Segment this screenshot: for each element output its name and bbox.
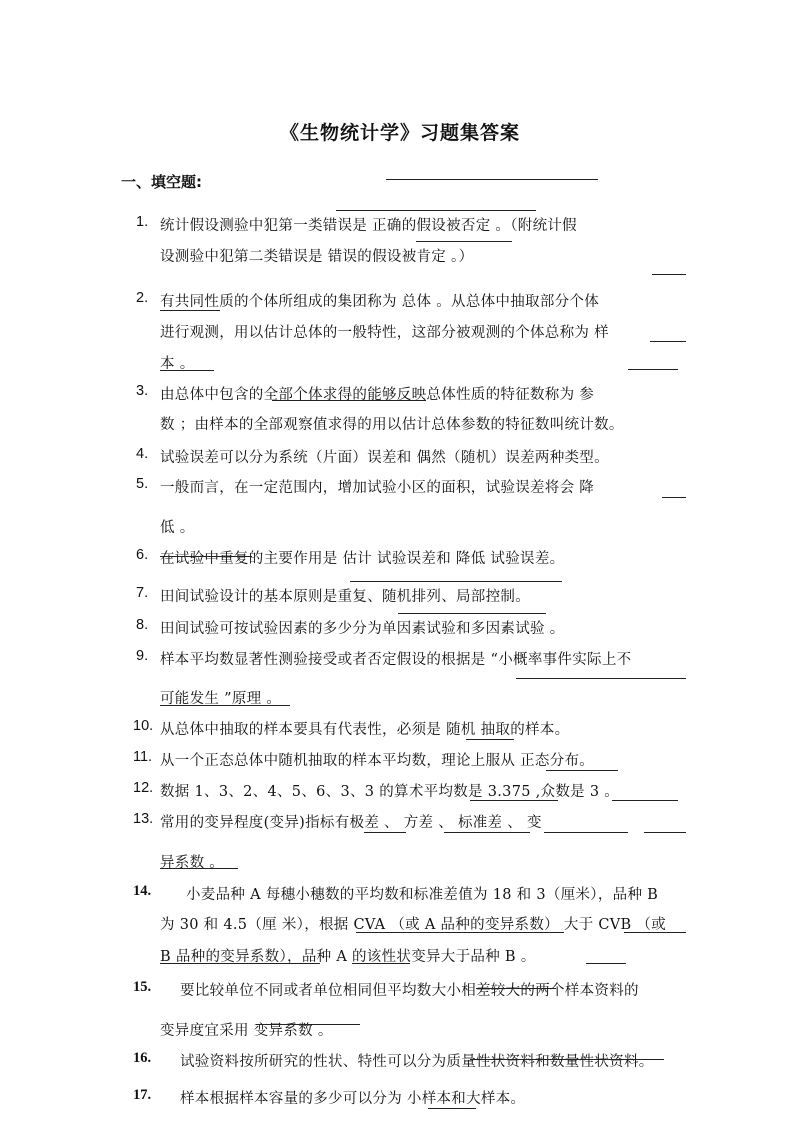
answer-underline — [160, 705, 290, 706]
answer-underline — [160, 310, 220, 311]
answer-underline — [256, 1024, 360, 1025]
answer-underline — [350, 581, 562, 582]
item-line: 低 。 — [160, 520, 195, 536]
strike-line — [470, 1059, 664, 1060]
item-line: 从总体中抽取的样本要具有代表性，必须是 随机 抽取的样本。 — [160, 722, 570, 738]
item-line: 统计假设测验中犯第一类错误是 正确的假设被否定 。（附统计假 — [160, 218, 577, 234]
answer-underline — [398, 613, 546, 614]
item-number: 6. — [136, 547, 149, 563]
item-number: 4. — [136, 446, 149, 462]
answer-underline — [160, 370, 214, 371]
item-line: 由总体中包含的全部个体求得的能够反映总体性质的特征数称为 参 — [160, 387, 595, 403]
answer-underline — [650, 341, 686, 342]
strike-line — [476, 988, 556, 989]
item-number: 10. — [133, 718, 154, 734]
answer-underline — [586, 963, 626, 964]
answer-underline — [336, 210, 536, 211]
item-line: 为 30 和 4.5（厘 米），根据 CVA （或 A 品种的变异系数） 大于 CVB （或 — [160, 917, 667, 933]
item-number: 3. — [136, 383, 149, 399]
item-line: 进行观测，用以估计总体的一般特性，这部分被观测的个体总称为 样 — [160, 325, 609, 341]
page-title: 《生物统计学》习题集答案 — [279, 122, 520, 144]
item-number: 5. — [136, 476, 149, 492]
item-number: 16. — [133, 1050, 152, 1066]
answer-underline — [160, 868, 238, 869]
item-line: 数据 1、3、2、4、5、6、3、3 的算术平均数是 3.375 ,众数是 3 。 — [160, 784, 620, 800]
item-line: 样本平均数显著性测验接受或者否定假设的根据是 “小概率事件实际上不 — [160, 652, 632, 668]
item-number: 2. — [136, 290, 149, 306]
answer-underline — [444, 832, 530, 833]
item-number: 1. — [136, 214, 149, 230]
item-line: 异系数 。 — [160, 855, 225, 871]
item-line: 样本根据样本容量的多少可以分为 小样本和大样本。 — [180, 1091, 526, 1107]
item-number: 11. — [133, 749, 153, 765]
answer-underline — [652, 274, 686, 275]
item-line: 要比较单位不同或者单位相同但平均数大小相差较大的两个样本资料的 — [180, 983, 639, 999]
strike-line — [160, 556, 252, 557]
answer-underline — [352, 963, 410, 964]
section-heading: 一、填空题: — [121, 173, 202, 191]
answer-underline — [624, 932, 686, 933]
item-line: 小麦品种 A 每穗小穗数的平均数和标准差值为 18 和 3（厘米），品种 B — [186, 887, 659, 903]
answer-underline — [628, 369, 678, 370]
answer-underline — [466, 739, 514, 740]
item-line: 试验资料按所研究的性状、特性可以分为质量性状资料和数量性状资料。 — [180, 1054, 654, 1070]
item-line: 本 。 — [160, 356, 195, 372]
item-line: 田间试验可按试验因素的多少分为单因素试验和多因素试验 。 — [160, 621, 565, 637]
answer-underline — [416, 241, 512, 242]
answer-underline — [364, 832, 406, 833]
item-line: 试验误差可以分为系统（片面）误差和 偶然（随机）误差两种类型。 — [160, 450, 609, 466]
item-number: 7. — [136, 585, 149, 601]
answer-underline — [516, 678, 686, 679]
answer-underline — [644, 832, 686, 833]
item-line: B 品种的变异系数），品种 A 的该性状变异大于品种 B 。 — [160, 949, 536, 965]
item-number: 17. — [133, 1087, 152, 1103]
item-line: 一般而言，在一定范围内，增加试验小区的面积，试验误差将会 降 — [160, 480, 595, 496]
item-line: 从一个正态总体中随机抽取的样本平均数，理论上服从 正态分布。 — [160, 753, 595, 769]
item-number: 8. — [136, 617, 149, 633]
item-line: 可能发生 ”原理 。 — [160, 691, 282, 707]
item-line: 在试验中重复的主要作用是 估计 试验误差和 降低 试验误差。 — [160, 551, 565, 567]
item-line: 田间试验设计的基本原则是重复、随机排列、局部控制。 — [160, 589, 530, 605]
answer-underline — [662, 497, 686, 498]
answer-underline — [272, 400, 426, 401]
item-line: 数 ；由样本的全部观察值求得的用以估计总体参数的特征数叫统计数。 — [160, 417, 624, 433]
item-number: 12. — [133, 780, 154, 796]
answer-underline — [612, 800, 678, 801]
answer-underline — [160, 963, 320, 964]
answer-underline — [428, 1108, 476, 1109]
header-rule — [386, 179, 598, 180]
item-line: 有共同性质的个体所组成的集团称为 总体 。从总体中抽取部分个体 — [160, 294, 600, 310]
answer-underline — [546, 770, 618, 771]
item-number: 9. — [136, 648, 149, 664]
answer-underline — [356, 932, 564, 933]
item-number: 15. — [133, 979, 152, 995]
answer-underline — [544, 832, 628, 833]
answer-underline — [470, 800, 558, 801]
item-number: 13. — [133, 811, 154, 827]
item-number: 14. — [133, 883, 152, 899]
item-line: 常用的变异程度(变异)指标有极差 、 方差 、 标准差 、 变 — [160, 815, 542, 831]
item-line: 变异度宜采用 变异系数 。 — [160, 1023, 333, 1039]
item-line: 设测验中犯第二类错误是 错误的假设被肯定 。） — [160, 249, 474, 265]
